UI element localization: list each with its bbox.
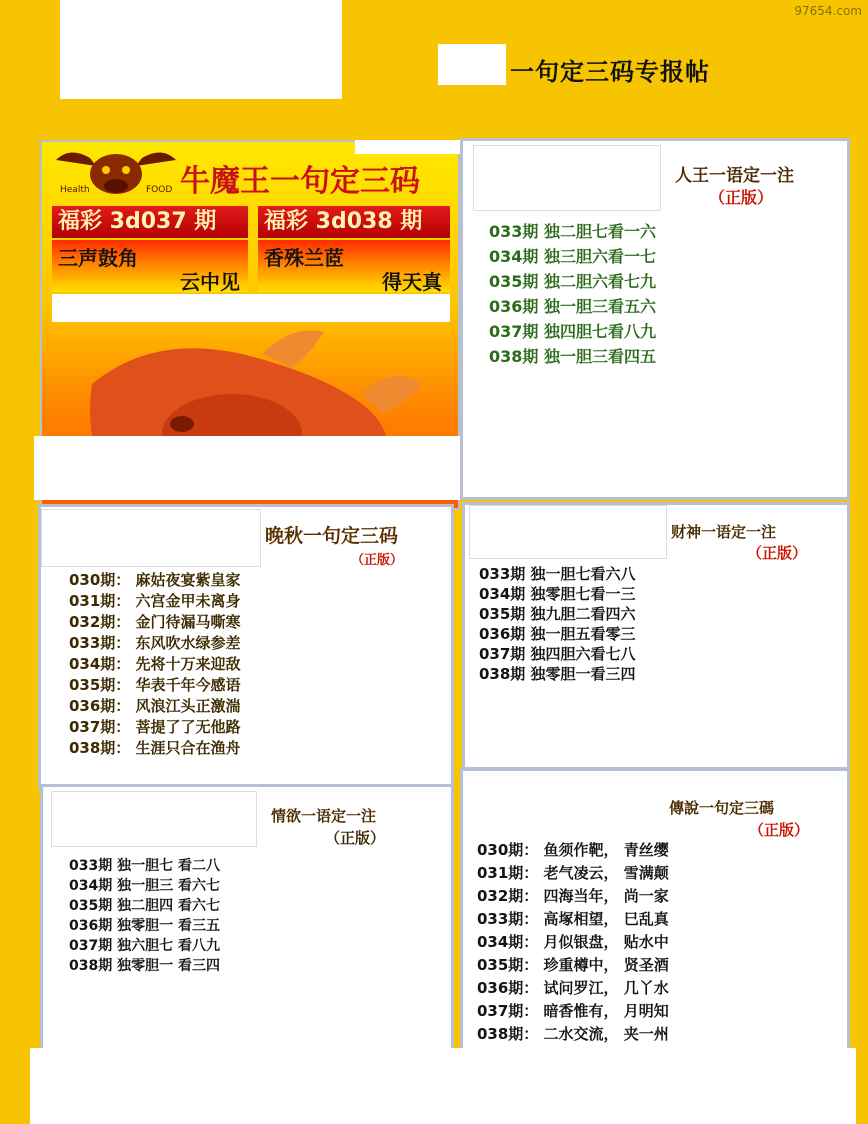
text-right-2: 得天真	[382, 270, 442, 294]
panel-wanqiu-title: 晚秋一句定三码	[265, 525, 399, 547]
panel-qingyu-title: 情欲一语定一注	[271, 807, 377, 825]
logo-left-text: Health	[60, 185, 90, 195]
chuanshuo-row: 034期： 月似银盘， 贴水中	[477, 933, 669, 951]
panel-qingyu-blank	[51, 791, 257, 847]
text-left-1: 三声鼓角	[58, 246, 138, 270]
title-blank-box	[438, 44, 506, 85]
bar-right: 福彩 3d038 期	[258, 206, 450, 238]
wanqiu-row: 036期： 风浪江头正激湍	[69, 697, 241, 715]
qingyu-row: 036期 独零胆一 看三五	[69, 918, 220, 934]
panel-caishen-blank	[469, 505, 667, 559]
renwang-row: 038期 独一胆三看四五	[489, 347, 656, 366]
qingyu-row: 038期 独零胆一 看三四	[69, 958, 220, 974]
text-right-1: 香殊兰茝	[264, 246, 344, 270]
wanqiu-row: 034期： 先将十万来迎敌	[69, 655, 241, 673]
bottom-blank-area	[30, 1048, 856, 1124]
bar-left: 福彩 3d037 期	[52, 206, 248, 238]
caishen-row: 034期 独零胆七看一三	[479, 585, 636, 603]
left-white-band	[34, 436, 472, 500]
qingyu-row: 033期 独一胆七 看二八	[69, 858, 220, 874]
text-box-left	[52, 240, 248, 292]
chuanshuo-row: 035期： 珍重樽中， 贤圣酒	[477, 956, 669, 974]
wanqiu-row: 033期： 东风吹水绿参差	[69, 634, 241, 652]
caishen-row: 036期 独一胆五看零三	[479, 625, 636, 643]
wanqiu-row: 031期： 六宫金甲未离身	[69, 592, 241, 610]
panel-renwang-title: 人王一语定一注	[675, 166, 794, 186]
site-watermark: 97654.com	[794, 4, 862, 18]
chuanshuo-row: 031期： 老气凌云， 雪满颠	[477, 864, 669, 882]
renwang-row: 037期 独四胆七看八九	[489, 322, 656, 341]
panel-qingyu	[40, 784, 454, 1052]
renwang-row: 035期 独二胆六看七九	[489, 272, 656, 291]
qingyu-row: 037期 独六胆七 看八九	[69, 938, 220, 954]
panel-qingyu-subtitle: （正版）	[325, 829, 386, 847]
bull-title: 牛魔王一句定三码	[180, 164, 420, 199]
qingyu-row: 035期 独二胆四 看六七	[69, 898, 220, 914]
bull-logo-icon	[50, 146, 182, 198]
chuanshuo-row: 032期： 四海当年， 尚一家	[477, 887, 669, 905]
page-title: 一句定三码专报帖	[510, 58, 710, 86]
top-strip	[355, 140, 470, 154]
renwang-row: 034期 独三胆六看一七	[489, 247, 656, 266]
panel-caishen-subtitle: （正版）	[747, 544, 808, 562]
chuanshuo-row: 030期： 鱼须作靶， 青丝缨	[477, 841, 669, 859]
logo-right-text: FOOD	[146, 185, 173, 195]
panel-caishen-title: 财神一语定一注	[671, 523, 777, 541]
caishen-row: 035期 独九胆二看四六	[479, 605, 636, 623]
chuanshuo-row: 037期： 暗香惟有， 月明知	[477, 1002, 669, 1020]
wanqiu-row: 035期： 华表千年今感语	[69, 676, 241, 694]
bull-blank-strip	[52, 294, 450, 322]
panel-renwang-subtitle: （正版）	[709, 188, 774, 207]
panel-wanqiu-subtitle: （正版）	[351, 553, 404, 568]
renwang-row: 033期 独二胆七看一六	[489, 222, 656, 241]
panel-renwang-blank	[473, 145, 661, 211]
caishen-row: 038期 独零胆一看三四	[479, 665, 636, 683]
panel-wanqiu	[38, 504, 454, 790]
qingyu-row: 034期 独一胆三 看六七	[69, 878, 220, 894]
wanqiu-row: 030期： 麻姑夜宴紫皇家	[69, 571, 241, 589]
header-blank-box	[60, 0, 342, 99]
chuanshuo-row: 033期： 高塚相望， 巳乱真	[477, 910, 669, 928]
wanqiu-row: 038期： 生涯只合在渔舟	[69, 739, 241, 757]
renwang-row: 036期 独一胆三看五六	[489, 297, 656, 316]
chuanshuo-row: 036期： 试问罗江， 几丫水	[477, 979, 669, 997]
panel-caishen	[462, 502, 850, 770]
wanqiu-row: 037期： 菩提了了无他路	[69, 718, 241, 736]
caishen-row: 033期 独一胆七看六八	[479, 565, 636, 583]
panel-chuanshuo	[460, 768, 850, 1052]
wanqiu-row: 032期： 金门待漏马嘶寒	[69, 613, 241, 631]
text-box-right	[258, 240, 450, 292]
panel-chuanshuo-title: 傳說一句定三碼	[669, 799, 775, 817]
text-left-2: 云中见	[180, 270, 240, 294]
chuanshuo-row: 038期： 二水交流， 夹一州	[477, 1025, 669, 1043]
panel-wanqiu-blank	[41, 509, 261, 567]
caishen-row: 037期 独四胆六看七八	[479, 645, 636, 663]
panel-chuanshuo-subtitle: （正版）	[749, 821, 810, 839]
panel-renwang	[460, 138, 850, 500]
